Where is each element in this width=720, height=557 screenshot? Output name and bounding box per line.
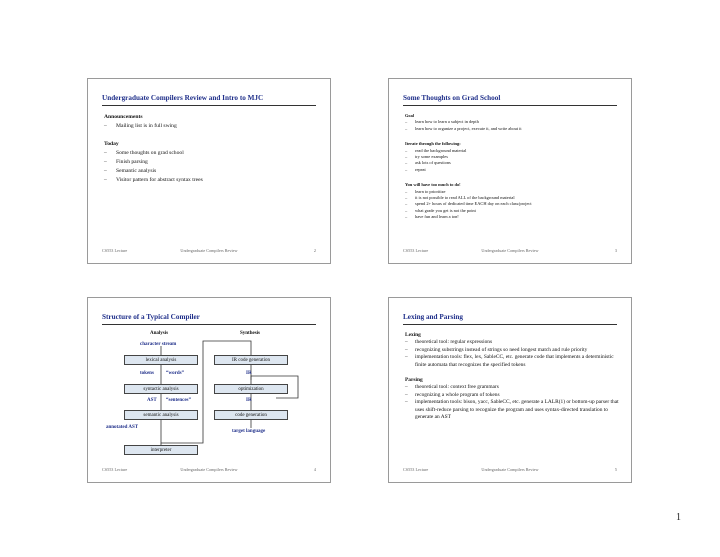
syntactic-analysis-box: syntactic analysis xyxy=(124,384,198,394)
bullet-item: – learn how to organize a project, execute it, and write about it xyxy=(405,126,619,132)
footer-title: Undergraduate Compilers Review xyxy=(481,467,539,472)
bullet-item: – have fun and learn a ton! xyxy=(405,214,619,220)
bullet-item: – try some examples xyxy=(405,154,619,160)
bullet-item: – it is not possible to read ALL of the background material xyxy=(405,195,619,201)
bullet-item: – theoretical tool: regular expressions xyxy=(405,339,619,346)
footer-slide-number: 3 xyxy=(614,248,617,253)
bullet-item: – repeat xyxy=(405,167,619,173)
ir-label-1: IR xyxy=(246,371,252,376)
target-language-label: target language xyxy=(232,429,266,434)
bullet-item: – Finish parsing xyxy=(104,158,318,167)
slide-4 xyxy=(388,297,632,483)
bullet-item: – read the background material xyxy=(405,148,619,154)
tokens-label: tokens xyxy=(140,371,154,376)
section-heading: Announcements xyxy=(104,114,143,120)
bullet-item: – learn to prioritize xyxy=(405,189,619,195)
section-heading: Today xyxy=(104,141,119,147)
footer-title: Undergraduate Compilers Review xyxy=(180,467,238,472)
footer-title: Undergraduate Compilers Review xyxy=(481,248,539,253)
code-generation-box: code generation xyxy=(214,410,288,420)
semantic-analysis-box: semantic analysis xyxy=(124,410,198,420)
slide-2 xyxy=(388,78,632,264)
section-heading: Lexing xyxy=(405,332,421,338)
lexical-analysis-box: lexical analysis xyxy=(124,355,198,365)
footer-course: CS553 Lecture xyxy=(403,467,429,472)
footer-slide-number: 5 xyxy=(614,467,617,472)
synthesis-header: Synthesis xyxy=(240,331,261,336)
bullet-item: – theoretical tool: context free grammars xyxy=(405,384,619,391)
footer-title: Undergraduate Compilers Review xyxy=(180,248,238,253)
optimization-box: optimization xyxy=(214,384,288,394)
slide-3 xyxy=(87,297,331,483)
bullet-item: – spend 2+ hours of dedicated time EACH day on each class/project xyxy=(405,201,619,207)
bullet-item: – Semantic analysis xyxy=(104,167,318,176)
slide-title: Lexing and Parsing xyxy=(403,313,463,321)
bullet-item: – ask lots of questions xyxy=(405,160,619,166)
slide-body xyxy=(104,113,318,185)
bullet-item: – Visitor pattern for abstract syntax trees xyxy=(104,176,318,185)
sentences-label: “sentences” xyxy=(166,398,191,403)
title-rule xyxy=(102,105,316,106)
footer-slide-number: 2 xyxy=(313,248,316,253)
bullet-item: – implementation tools: flex, lex, SableCC, etc. generate code that implements a deterministic finite automata that recognizes the specified tokens xyxy=(405,354,619,369)
footer-slide-number: 4 xyxy=(313,467,316,472)
slide-body xyxy=(405,332,619,421)
slide-title: Some Thoughts on Grad School xyxy=(403,94,501,102)
slide-body xyxy=(405,113,619,221)
section-heading: Iterate through the following: xyxy=(405,141,461,147)
ir-label-2: IR xyxy=(246,398,252,403)
bullet-item: – Some thoughts on grad school xyxy=(104,149,318,158)
title-rule xyxy=(403,105,617,106)
section-heading: Goal xyxy=(405,113,415,118)
annotated-ast-label: annotated AST xyxy=(106,425,139,430)
title-rule xyxy=(403,324,617,325)
interpreter-box: interpreter xyxy=(124,445,198,455)
footer-course: CS553 Lecture xyxy=(102,248,128,253)
footer-course: CS553 Lecture xyxy=(403,248,429,253)
section-heading: You will have too much to do! xyxy=(405,182,461,188)
page-number: 1 xyxy=(676,512,681,523)
footer-course: CS553 Lecture xyxy=(102,467,128,472)
slide-title: Structure of a Typical Compiler xyxy=(102,313,200,321)
slide-title: Undergraduate Compilers Review and Intro to MJC xyxy=(102,94,264,102)
bullet-item: – implementation tools: bison, yacc, SableCC, etc. generate a LALR(1) or bottom-up parser that uses shift-reduce parsing to recognize the program and uses syntax-directed translation to generate an AST xyxy=(405,399,619,421)
ir-code-generation-box: IR code generation xyxy=(214,355,288,365)
bullet-item: – what grade you get is not the point xyxy=(405,208,619,214)
analysis-header: Analysis xyxy=(150,331,169,336)
ast-label: AST xyxy=(147,398,157,403)
bullet-item: – Mailing list is in full swing xyxy=(104,122,318,131)
slide-1 xyxy=(87,78,331,264)
bullet-item: – recognizing substrings instead of strings so need longest match and rule priority xyxy=(405,347,619,354)
character-stream-label: character stream xyxy=(140,342,177,347)
compiler-structure-diagram xyxy=(88,298,332,484)
section-heading: Parsing xyxy=(405,377,423,384)
bullet-item: – learn how to learn a subject in depth xyxy=(405,119,619,125)
bullet-item: – recognizing a whole program of tokens xyxy=(405,392,619,399)
words-label: “words” xyxy=(166,371,185,376)
